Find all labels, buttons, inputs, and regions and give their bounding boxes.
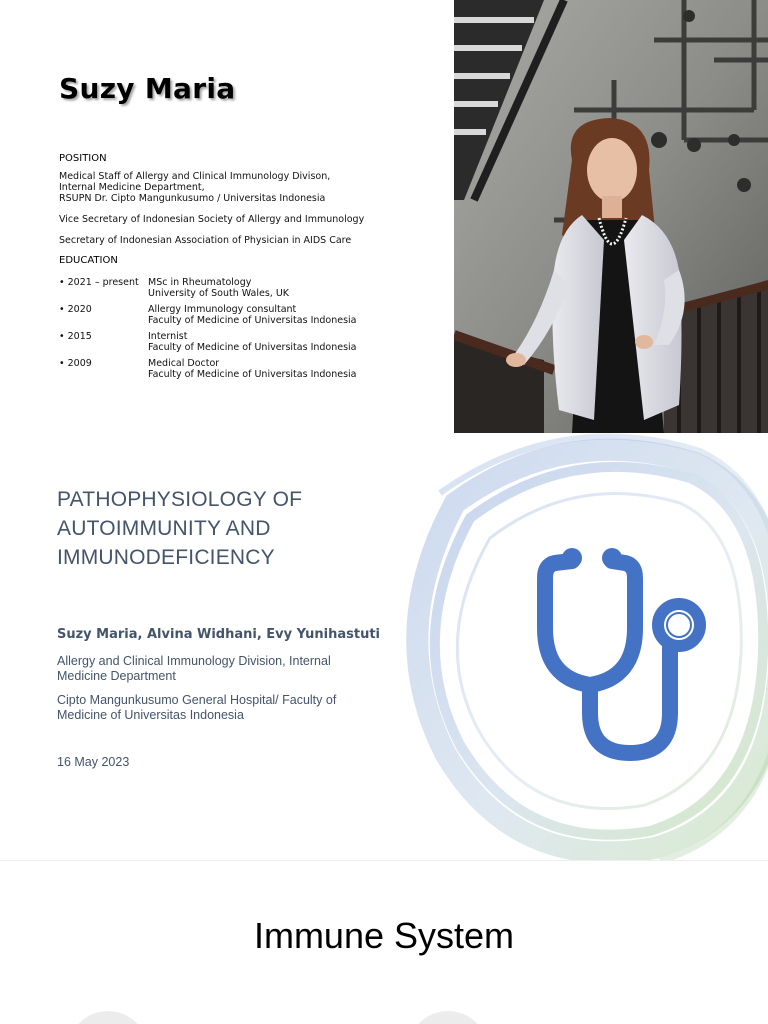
education-degree: Internist	[148, 331, 188, 342]
authors: Suzy Maria, Alvina Widhani, Evy Yunihastuti	[57, 627, 380, 642]
affiliation-line: Medicine Department	[57, 669, 176, 683]
position-line-2: Internal Medicine Department,	[59, 182, 205, 193]
speaker-name: Suzy Maria	[59, 72, 236, 105]
bio-slide	[0, 0, 768, 433]
decorative-rings	[395, 433, 768, 860]
title-line: PATHOPHYSIOLOGY OF	[57, 488, 303, 511]
education-year: • 2015	[59, 331, 92, 342]
title-slide	[0, 433, 768, 860]
education-year: • 2020	[59, 304, 92, 315]
title-line: AUTOIMMUNITY AND	[57, 517, 271, 540]
affiliation-line: Allergy and Clinical Immunology Division, Internal	[57, 654, 331, 668]
affiliation-line: Medicine of Universitas Indonesia	[57, 708, 244, 722]
speaker-photo	[454, 0, 768, 433]
education-school: Faculty of Medicine of Universitas Indonesia	[148, 315, 357, 326]
education-heading: EDUCATION	[59, 255, 118, 266]
title-line: IMMUNODEFICIENCY	[57, 546, 275, 569]
presentation-date: 16 May 2023	[57, 755, 130, 769]
education-year: • 2009	[59, 358, 92, 369]
affiliation-division	[57, 654, 377, 684]
role-secretary: Secretary of Indonesian Association of Physician in AIDS Care	[59, 235, 352, 246]
education-degree: MSc in Rheumatology	[148, 277, 252, 288]
education-school: University of South Wales, UK	[148, 288, 290, 299]
education-degree: Medical Doctor	[148, 358, 220, 369]
position-line-1: Medical Staff of Allergy and Clinical Immunology Divison,	[59, 171, 331, 182]
position-heading: POSITION	[59, 153, 107, 164]
affiliation-hospital	[57, 693, 377, 723]
role-vice-secretary: Vice Secretary of Indonesian Society of Allergy and Immunology	[59, 214, 365, 225]
stethoscope-icon	[545, 561, 700, 753]
presentation-title	[57, 485, 387, 572]
position-line-3: RSUPN Dr. Cipto Mangunkusumo / Universitas Indonesia	[59, 193, 326, 204]
education-degree: Allergy Immunology consultant	[148, 304, 297, 315]
bullet-circle	[408, 1011, 488, 1024]
education-school: Faculty of Medicine of Universitas Indonesia	[148, 342, 357, 353]
slide-title: Immune System	[253, 915, 515, 956]
education-school: Faculty of Medicine of Universitas Indonesia	[148, 369, 357, 380]
immune-system-slide	[0, 860, 768, 1024]
bullet-circle	[68, 1011, 148, 1024]
affiliation-line: Cipto Mangunkusumo General Hospital/ Faculty of	[57, 693, 337, 707]
education-year: • 2021 – present	[59, 277, 139, 288]
